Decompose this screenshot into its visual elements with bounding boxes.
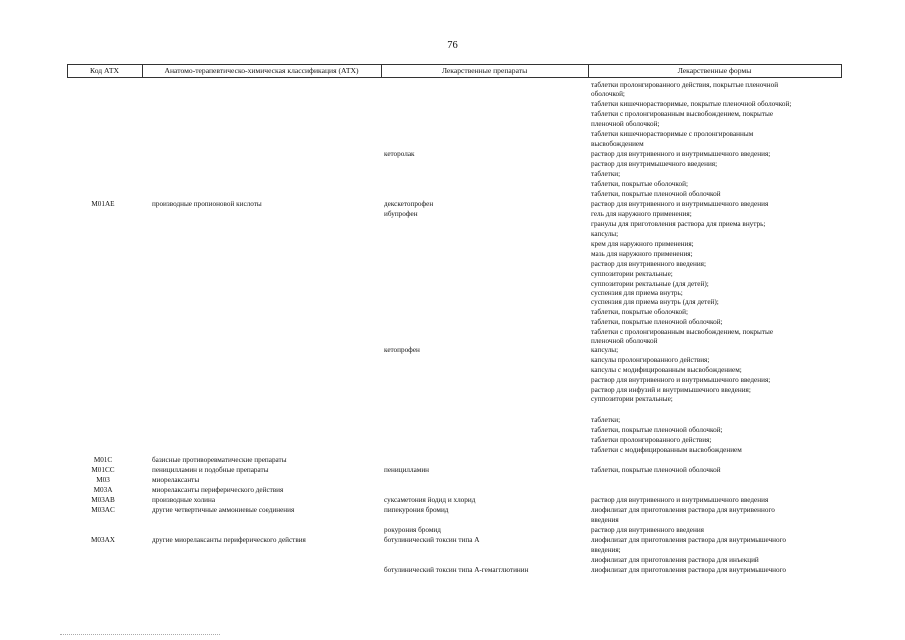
dosage-form: гранулы для приготовления раствора для приема внутрь; bbox=[591, 220, 766, 228]
atc-code: M03 bbox=[96, 476, 110, 484]
atc-name: пеницилламин и подобные препараты bbox=[152, 466, 269, 474]
header-drugs: Лекарственные препараты bbox=[441, 66, 528, 75]
dosage-form: пленочной оболочкой bbox=[591, 337, 658, 345]
dosage-form: таблетки, покрытые пленочной оболочкой; bbox=[591, 318, 723, 326]
dosage-form: таблетки, покрытые пленочной оболочкой bbox=[591, 190, 721, 198]
dosage-form: таблетки; bbox=[591, 170, 621, 178]
dosage-form: раствор для внутривенного и внутримышечного введения; bbox=[591, 150, 771, 158]
drug-name: рокурония бромид bbox=[384, 526, 441, 534]
atc-code: M03AX bbox=[91, 536, 115, 544]
dosage-form: капсулы с модифицированным высвобождением; bbox=[591, 366, 742, 374]
dosage-form: таблетки, покрытые оболочкой; bbox=[591, 180, 688, 188]
dosage-form: суппозитории ректальные; bbox=[591, 270, 673, 278]
dosage-form: лиофилизат для приготовления раствора для внутримышечного bbox=[591, 566, 786, 574]
dosage-form: капсулы; bbox=[591, 230, 619, 238]
dosage-form: таблетки, покрытые оболочкой; bbox=[591, 308, 688, 316]
drug-name: ботулинический токсин типа А bbox=[384, 536, 480, 544]
drug-name: декскетопрофен bbox=[384, 200, 434, 208]
dosage-form: таблетки с модифицированным высвобождением bbox=[591, 446, 742, 454]
atc-name: миорелаксанты периферического действия bbox=[152, 486, 284, 494]
drug-name: пипекурония бромид bbox=[384, 506, 449, 514]
dosage-form: суспензия для приема внутрь (для детей); bbox=[591, 298, 719, 306]
dosage-form: таблетки, покрытые пленочной оболочкой; bbox=[591, 426, 723, 434]
atc-code: M01CC bbox=[91, 466, 115, 474]
dosage-form: раствор для внутривенного и внутримышечного введения; bbox=[591, 376, 771, 384]
dosage-form: гель для наружного применения; bbox=[591, 210, 692, 218]
atc-code: M03AB bbox=[91, 496, 115, 504]
dosage-form: таблетки кишечнорастворимые, покрытые пленочной оболочкой; bbox=[591, 100, 792, 108]
dosage-form: таблетки; bbox=[591, 416, 621, 424]
header-atc: Анатомо-терапевтическо-химическая классификация (АТХ) bbox=[164, 66, 359, 75]
dosage-form: суппозитории ректальные; bbox=[591, 395, 673, 403]
dosage-form: крем для наружного применения; bbox=[591, 240, 694, 248]
dosage-form: раствор для внутривенного и внутримышечного введения bbox=[591, 200, 769, 208]
dosage-form: суспензия для приема внутрь; bbox=[591, 289, 683, 297]
header-forms: Лекарственные формы bbox=[677, 66, 752, 75]
atc-name: производные холина bbox=[152, 496, 216, 504]
page-number: 76 bbox=[447, 40, 458, 51]
dosage-form: лиофилизат для приготовления раствора для внутривенного bbox=[591, 506, 775, 514]
dosage-form: таблетки, покрытые пленочной оболочкой bbox=[591, 466, 721, 474]
dosage-form: раствор для внутривенного введения bbox=[591, 526, 704, 534]
dosage-form: таблетки пролонгированного действия, покрытые пленочной bbox=[591, 81, 779, 89]
dosage-form: раствор для внутримышечного введения; bbox=[591, 160, 718, 168]
dosage-form: лиофилизат для приготовления раствора для внутримышечного bbox=[591, 536, 786, 544]
atc-name: другие миорелаксанты периферического действия bbox=[152, 536, 306, 544]
dosage-form: таблетки с пролонгированным высвобождением, покрытые bbox=[591, 328, 774, 336]
header-code: Код АТХ bbox=[90, 66, 119, 75]
dosage-form: суппозитории ректальные (для детей); bbox=[591, 280, 709, 288]
atc-name: миорелаксанты bbox=[152, 476, 200, 484]
dosage-form: капсулы; bbox=[591, 346, 619, 354]
atc-code: M03AC bbox=[91, 506, 115, 514]
dosage-form: раствор для внутривенного и внутримышечного введения bbox=[591, 496, 769, 504]
dosage-form: оболочкой; bbox=[591, 90, 625, 98]
atc-code: M01C bbox=[93, 456, 113, 464]
scan-artifact bbox=[60, 634, 220, 637]
dosage-form: таблетки кишечнорастворимые с пролонгированным bbox=[591, 130, 754, 138]
dosage-form: высвобождением bbox=[591, 140, 644, 148]
drug-name: кетопрофен bbox=[384, 346, 420, 354]
drug-name: суксаметония йодид и хлорид bbox=[384, 496, 476, 504]
dosage-form: раствор для внутривенного введения; bbox=[591, 260, 706, 268]
atc-name: производные пропионовой кислоты bbox=[152, 200, 262, 208]
atc-code: M03A bbox=[93, 486, 113, 494]
dosage-form: таблетки с пролонгированным высвобождением, покрытые bbox=[591, 110, 774, 118]
column-divider bbox=[841, 64, 842, 78]
dosage-form: лиофилизат для приготовления раствора для инъекций bbox=[591, 556, 759, 564]
atc-name: базисные противоревматические препараты bbox=[152, 456, 287, 464]
dosage-form: введения; bbox=[591, 546, 621, 554]
dosage-form: введения bbox=[591, 516, 619, 524]
drug-name: кеторолак bbox=[384, 150, 415, 158]
dosage-form: капсулы пролонгированного действия; bbox=[591, 356, 710, 364]
dosage-form: мазь для наружного применения; bbox=[591, 250, 693, 258]
dosage-form: пленочной оболочкой; bbox=[591, 120, 660, 128]
drug-name: пеницилламин bbox=[384, 466, 430, 474]
dosage-form: раствор для инфузий и внутримышечного введения; bbox=[591, 386, 751, 394]
drug-name: ботулинический токсин типа А-гемагглютинин bbox=[384, 566, 529, 574]
drug-name: ибупрофен bbox=[384, 210, 418, 218]
table-top-rule bbox=[67, 64, 842, 65]
atc-name: другие четвертичные аммониевые соединения bbox=[152, 506, 295, 514]
atc-code: M01AE bbox=[91, 200, 115, 208]
table-header-rule bbox=[67, 77, 842, 78]
dosage-form: таблетки пролонгированного действия; bbox=[591, 436, 712, 444]
